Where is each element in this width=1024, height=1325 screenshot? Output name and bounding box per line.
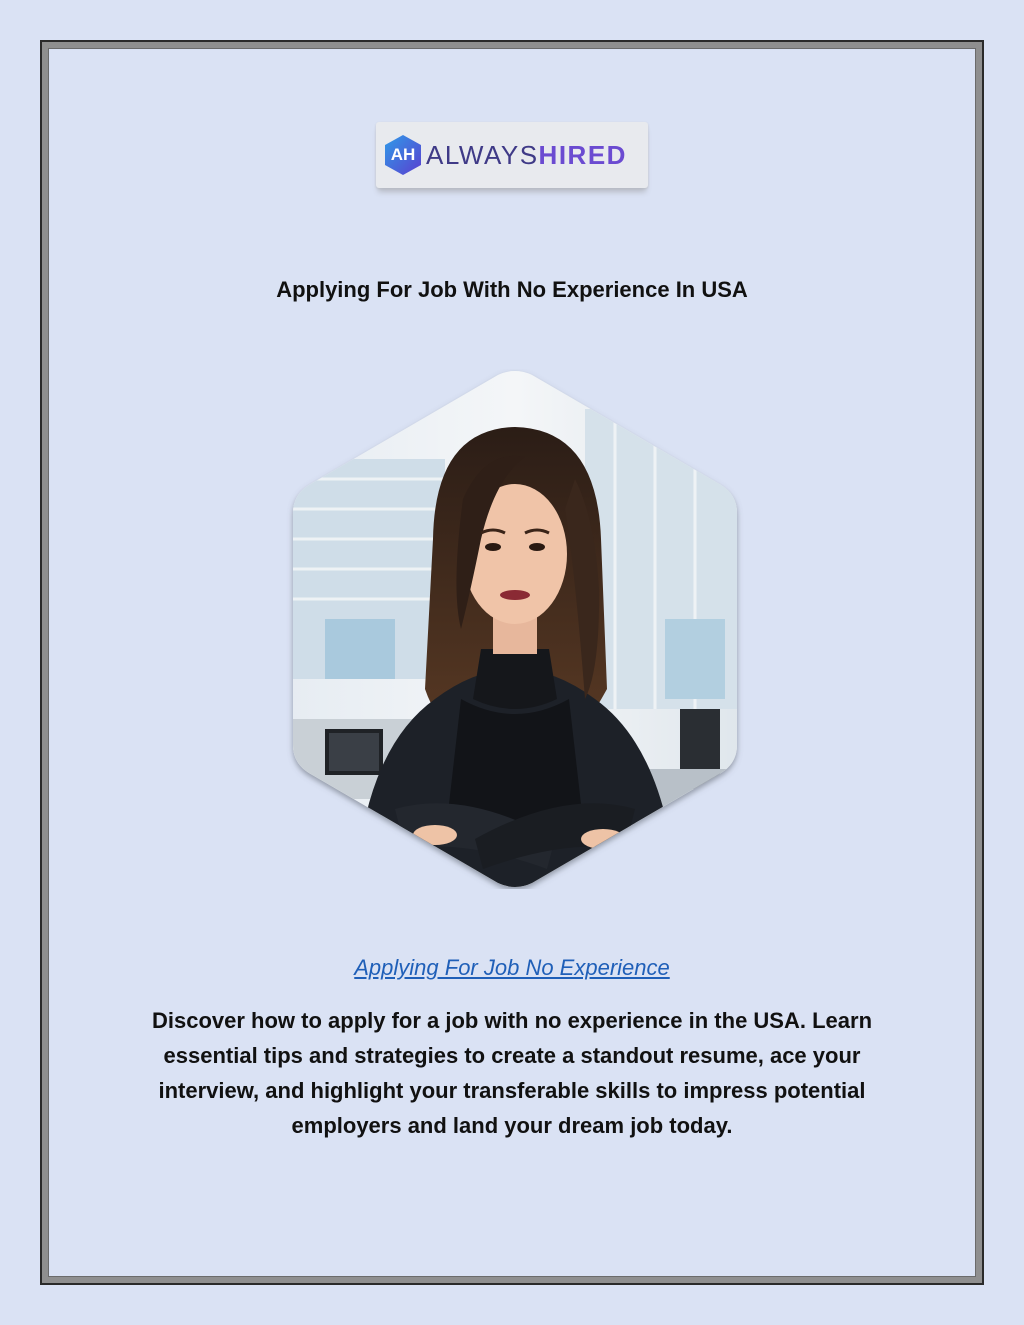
description-text: Discover how to apply for a job with no experience in the USA. Learn essential tips and strategies to create a standout resume, ace your interview, and highlight your transferable skills to impress potential employers and land your dream job today. [151, 1008, 873, 1138]
logo-wordmark [426, 122, 627, 188]
applying-for-job-link[interactable]: Applying For Job No Experience [354, 955, 670, 980]
page-border [40, 40, 984, 1285]
logo[interactable] [376, 122, 648, 188]
page-title: Applying For Job With No Experience In USA [276, 277, 748, 302]
logo-word-always: ALWAYS [426, 140, 539, 170]
page-content [48, 48, 976, 1277]
portrait-photo [285, 369, 745, 889]
logo-word-hired: HIRED [538, 140, 627, 170]
logo-mark: AH [390, 145, 416, 164]
